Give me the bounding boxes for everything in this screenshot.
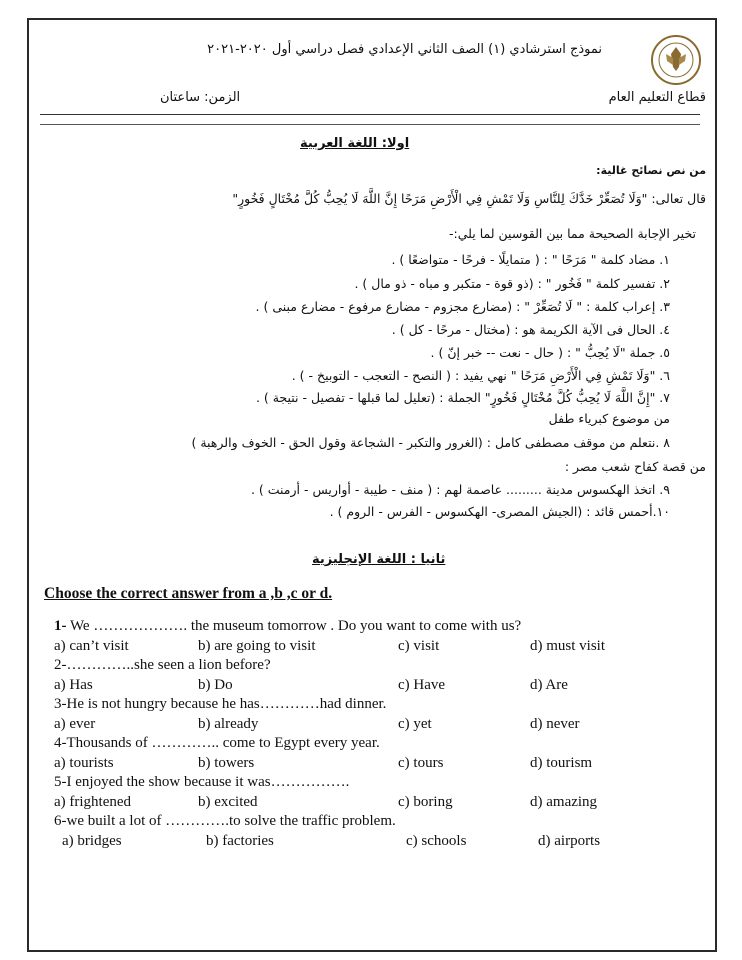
english-q5-option-b[interactable]: b) excited [198, 794, 258, 810]
sector-label: قطاع التعليم العام [608, 90, 706, 105]
english-q1-option-d[interactable]: d) must visit [530, 638, 606, 654]
english-q5-option-c[interactable]: c) boring [398, 794, 453, 810]
arabic-q6: ٦. "وَلَا تَمْشِ فِي الْأَرْضِ مَرَحًا " نهي يفيد : ( النصح - التعجب - التوبيخ - ) . [291, 368, 670, 383]
english-q4-option-d[interactable]: d) tourism [530, 755, 593, 771]
ministry-logo-icon [650, 34, 702, 86]
english-q3-option-b[interactable]: b) already [198, 716, 259, 732]
arabic-q4: ٤. الحال فى الآية الكريمة هو : (مختال - مرحًا - كل ) . [391, 322, 670, 337]
header-divider [40, 114, 700, 115]
english-q2-option-a[interactable]: a) Has [54, 677, 93, 693]
english-q5-option-a[interactable]: a) frightened [54, 794, 132, 810]
passage-label: من نص نصائح غالية: [596, 164, 706, 177]
arabic-q8: ٨ .نتعلم من موقف مصطفى كامل : (الغرور والتكبر - الشجاعة وقول الحق - الخوف والرهبة ) [191, 435, 670, 450]
english-question-5: 5-I enjoyed the show because it was……………. [54, 774, 350, 790]
english-question-2: 2-…………..she seen a lion before? [54, 657, 271, 673]
header-divider-thin [40, 124, 700, 125]
arabic-q5: ٥. جملة "لَا يُحِبُّ " : ( حال - نعت -- خبر إنّ ) . [430, 345, 670, 360]
english-q3-option-a[interactable]: a) ever [54, 716, 96, 732]
english-heading: Choose the correct answer from a ,b ,c or d. [44, 585, 333, 602]
english-q2-option-c[interactable]: c) Have [398, 677, 446, 693]
english-q6-option-a[interactable]: a) bridges [62, 833, 122, 849]
time-label: الزمن: ساعتان [160, 90, 241, 105]
english-q6-option-d[interactable]: d) airports [538, 833, 601, 849]
english-question-6: 6-we built a lot of ………….to solve the traffic problem. [54, 813, 396, 829]
english-q1-option-b[interactable]: b) are going to visit [198, 638, 316, 654]
arabic-q7: ٧. "إِنَّ اللَّهَ لَا يُحِبُّ كُلَّ مُخْتَالٍ فَخُورٍ" الجملة : (تعليل لما قبلها - تفصيل - نتيجة ) . [255, 390, 670, 405]
arabic-q1: ١. مضاد كلمة " مَرَحًا " : ( متمايلًا - فرحًا - متواضعًا ) . [391, 252, 670, 267]
english-section-title: ثانيا : اللغة الإنجليزية [312, 552, 446, 567]
english-q4-option-b[interactable]: b) towers [198, 755, 255, 771]
exam-title: نموذج استرشادي (١) الصف الثاني الإعدادي فصل دراسي أول ٢٠٢٠-٢٠٢١ [207, 42, 602, 57]
english-q4-option-a[interactable]: a) tourists [54, 755, 114, 771]
english-q3-option-d[interactable]: d) never [530, 716, 580, 732]
arabic-section-title: اولا: اللغة العربية [300, 136, 410, 151]
arabic-q2: ٢. تفسير كلمة " فَخُور " : (ذو قوة - متكبر و مباه - ذو مال ) . [354, 276, 670, 291]
topic-label-2: من موضوع كبرياء طفل [548, 411, 670, 426]
english-q6-option-c[interactable]: c) schools [406, 833, 467, 849]
english-q3-option-c[interactable]: c) yet [398, 716, 432, 732]
question-number: 1- [54, 618, 67, 634]
english-q2-option-d[interactable]: d) Are [530, 677, 568, 693]
english-q5-option-d[interactable]: d) amazing [530, 794, 598, 810]
arabic-q10: ١٠.أحمس قائد : (الجيش المصرى- الهكسوس - الفرس - الروم ) . [329, 504, 670, 519]
english-q1-option-c[interactable]: c) visit [398, 638, 440, 654]
english-q1-option-a[interactable]: a) can’t visit [54, 638, 129, 654]
english-question-3: 3-He is not hungry because he has…………had dinner. [54, 696, 387, 712]
english-question-1: 1- We ………………. the museum tomorrow . Do you want to come with us? [54, 618, 522, 634]
topic-label-3: من قصة كفاح شعب مصر : [564, 459, 706, 474]
instruction: تخير الإجابة الصحيحة مما بين القوسين لما يلي:- [448, 226, 696, 241]
english-q2-option-b[interactable]: b) Do [198, 677, 233, 693]
english-question-4: 4-Thousands of ………….. come to Egypt every year. [54, 735, 380, 751]
arabic-q9: ٩. اتخذ الهكسوس مدينة ......... عاصمة لهم : ( منف - طيبة - أواريس - أرمنت ) . [250, 482, 670, 497]
english-q6-option-b[interactable]: b) factories [206, 833, 274, 849]
arabic-q3: ٣. إعراب كلمة : " لَا تُصَعِّرْ " : (مضارع مجزوم - مضارع مرفوع - مضارع مبنى ) . [255, 299, 670, 314]
quran-verse: قال تعالى: "وَلَا تُصَعِّرْ خَدَّكَ لِلنَّاسِ وَلَا تَمْشِ فِي الْأَرْضِ مَرَحًا إِنَّ اللَّهَ لَا يُحِبُّ كُلَّ مُخْتَالٍ فَخُورٍ" [232, 191, 706, 206]
english-q4-option-c[interactable]: c) tours [398, 755, 444, 771]
